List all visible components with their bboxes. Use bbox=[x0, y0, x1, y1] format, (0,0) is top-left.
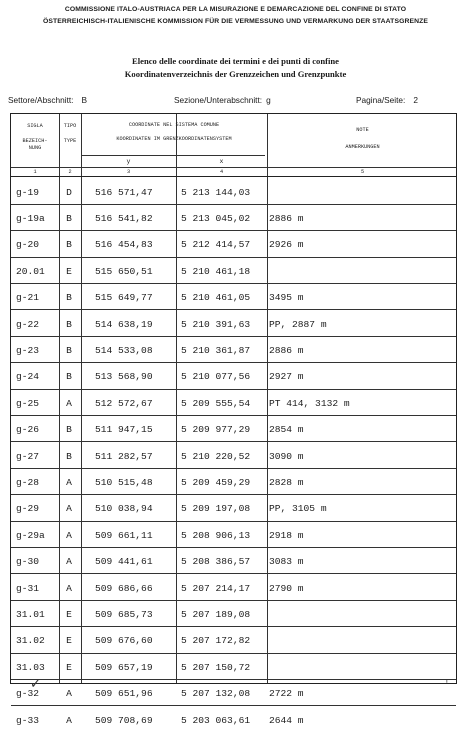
cell-x-coordinate: 5 213 144,03 bbox=[181, 186, 251, 198]
cell-sigla: 20.01 bbox=[16, 265, 45, 277]
cell-type: E bbox=[66, 265, 72, 277]
cell-sigla: g-29 bbox=[16, 503, 40, 515]
table-row bbox=[11, 494, 456, 520]
cell-sigla: g-26 bbox=[16, 424, 40, 436]
document-title-italian: Elenco delle coordinate dei termini e dei punti di confine bbox=[132, 56, 339, 66]
cell-y-coordinate: 516 541,82 bbox=[95, 212, 153, 224]
table-row bbox=[11, 362, 456, 388]
cell-type: B bbox=[66, 318, 72, 330]
cell-y-coordinate: 511 282,57 bbox=[95, 450, 153, 462]
cell-note: 2927 m bbox=[269, 371, 304, 383]
cell-sigla: g-31 bbox=[16, 582, 40, 594]
cell-sigla: g-23 bbox=[16, 344, 40, 356]
header-sigla: SIGLA bbox=[27, 123, 43, 129]
cell-sigla: g-30 bbox=[16, 556, 40, 568]
cell-note: PP, 3105 m bbox=[269, 503, 327, 515]
table-row bbox=[11, 415, 456, 441]
sector-label: Settore/Abschnitt: bbox=[8, 95, 74, 105]
cell-note: 2722 m bbox=[269, 688, 304, 700]
cell-type: E bbox=[66, 608, 72, 620]
cell-x-coordinate: 5 207 214,17 bbox=[181, 582, 251, 594]
section-value: g bbox=[266, 95, 271, 105]
column-number: 5 bbox=[360, 169, 365, 175]
table-row bbox=[11, 706, 456, 732]
cell-sigla: 31.01 bbox=[16, 608, 45, 620]
section-field bbox=[174, 95, 271, 105]
cell-type: A bbox=[66, 714, 72, 726]
cell-y-coordinate: 509 651,96 bbox=[95, 688, 153, 700]
cell-x-coordinate: 5 203 063,61 bbox=[181, 714, 251, 726]
commission-title-german: ÖSTERREICHISCH-ITALIENISCHE KOMMISSION FÜR DIE VERMESSUNG UND VERMARKUNG DER STAATSGRENZE bbox=[42, 18, 428, 25]
cell-sigla: g-20 bbox=[16, 239, 40, 251]
cell-y-coordinate: 515 650,51 bbox=[95, 265, 153, 277]
cell-type: B bbox=[66, 212, 72, 224]
header-bezeichnung: BEZEICH- NUNG bbox=[22, 138, 48, 151]
cell-type: D bbox=[66, 186, 72, 198]
table-row bbox=[11, 442, 456, 468]
header-coord-german: KOORDINATEN IM GRENZKOORDINATENSYSTEM bbox=[116, 136, 232, 142]
cell-note: 2886 m bbox=[269, 344, 304, 356]
handwritten-mark: ✓ bbox=[30, 676, 41, 691]
table-row bbox=[11, 547, 456, 573]
header-y: y bbox=[126, 158, 131, 165]
cell-y-coordinate: 509 686,66 bbox=[95, 582, 153, 594]
cell-sigla: 31.03 bbox=[16, 661, 45, 673]
header-note: NOTE bbox=[356, 127, 369, 133]
cell-x-coordinate: 5 207 189,08 bbox=[181, 608, 251, 620]
table-row bbox=[11, 389, 456, 415]
cell-x-coordinate: 5 210 461,05 bbox=[181, 292, 251, 304]
document-title-german: Koordinatenverzeichnis der Grenzzeichen und Grenzpunkte bbox=[124, 69, 347, 79]
cell-note: PT 414, 3132 m bbox=[269, 397, 350, 409]
cell-y-coordinate: 509 661,11 bbox=[95, 529, 153, 541]
page-value: 2 bbox=[413, 95, 418, 105]
cell-y-coordinate: 509 708,69 bbox=[95, 714, 153, 726]
cell-note: 3083 m bbox=[269, 556, 304, 568]
cell-type: A bbox=[66, 582, 72, 594]
cell-sigla: g-24 bbox=[16, 371, 40, 383]
table-row bbox=[11, 257, 456, 283]
cell-y-coordinate: 510 038,94 bbox=[95, 503, 153, 515]
cell-type: B bbox=[66, 424, 72, 436]
cell-x-coordinate: 5 208 906,13 bbox=[181, 529, 251, 541]
cell-type: A bbox=[66, 529, 72, 541]
cell-sigla: 31.02 bbox=[16, 635, 45, 647]
cell-x-coordinate: 5 213 045,02 bbox=[181, 212, 251, 224]
cell-type: A bbox=[66, 556, 72, 568]
section-label: Sezione/Unterabschnitt: bbox=[174, 95, 263, 105]
cell-y-coordinate: 510 515,48 bbox=[95, 476, 153, 488]
cell-note: 2644 m bbox=[269, 714, 304, 726]
commission-title-italian: COMMISSIONE ITALO-AUSTRIACA PER LA MISURAZIONE E DEMARCAZIONE DEL CONFINE DI STATO bbox=[64, 6, 407, 13]
cell-type: E bbox=[66, 661, 72, 673]
cell-type: B bbox=[66, 292, 72, 304]
cell-sigla: g-33 bbox=[16, 714, 40, 726]
cell-y-coordinate: 515 649,77 bbox=[95, 292, 153, 304]
cell-note: 3495 m bbox=[269, 292, 304, 304]
cell-note: 2790 m bbox=[269, 582, 304, 594]
cell-y-coordinate: 513 568,90 bbox=[95, 371, 153, 383]
cell-type: A bbox=[66, 397, 72, 409]
cell-sigla: g-21 bbox=[16, 292, 40, 304]
cell-note: 2828 m bbox=[269, 476, 304, 488]
cell-y-coordinate: 514 638,19 bbox=[95, 318, 153, 330]
cell-note: 2886 m bbox=[269, 212, 304, 224]
cell-x-coordinate: 5 210 461,18 bbox=[181, 265, 251, 277]
cell-note: 2854 m bbox=[269, 424, 304, 436]
table-row bbox=[11, 521, 456, 547]
cell-x-coordinate: 5 208 386,57 bbox=[181, 556, 251, 568]
sector-field bbox=[8, 95, 87, 105]
header-coord-italian: COORDINATE NEL SISTEMA COMUNE bbox=[128, 122, 220, 128]
cell-y-coordinate: 509 441,61 bbox=[95, 556, 153, 568]
cell-type: B bbox=[66, 371, 72, 383]
cell-note: 2918 m bbox=[269, 529, 304, 541]
cell-x-coordinate: 5 209 459,29 bbox=[181, 476, 251, 488]
cell-note: PP, 2887 m bbox=[269, 318, 327, 330]
cell-sigla: g-19a bbox=[16, 212, 45, 224]
coordinates-table bbox=[10, 113, 457, 726]
cell-x-coordinate: 5 209 197,08 bbox=[181, 503, 251, 515]
cell-sigla: g-32 bbox=[16, 688, 40, 700]
table-row bbox=[11, 679, 456, 705]
cell-sigla: g-27 bbox=[16, 450, 40, 462]
header-x: x bbox=[219, 158, 224, 165]
column-number: 4 bbox=[219, 169, 224, 175]
cell-y-coordinate: 516 454,83 bbox=[95, 239, 153, 251]
table-row bbox=[11, 204, 456, 230]
table-row bbox=[11, 230, 456, 256]
cell-x-coordinate: 5 210 361,87 bbox=[181, 344, 251, 356]
cell-y-coordinate: 509 676,60 bbox=[95, 635, 153, 647]
table-row bbox=[11, 468, 456, 494]
cell-x-coordinate: 5 210 220,52 bbox=[181, 450, 251, 462]
cell-type: A bbox=[66, 476, 72, 488]
cell-note: 2926 m bbox=[269, 239, 304, 251]
cell-type: B bbox=[66, 344, 72, 356]
table-row bbox=[11, 600, 456, 626]
table-row bbox=[11, 178, 456, 204]
cell-sigla: g-22 bbox=[16, 318, 40, 330]
cell-x-coordinate: 5 210 077,56 bbox=[181, 371, 251, 383]
cell-type: E bbox=[66, 635, 72, 647]
cell-y-coordinate: 509 657,19 bbox=[95, 661, 153, 673]
cell-x-coordinate: 5 209 977,29 bbox=[181, 424, 251, 436]
cell-y-coordinate: 514 533,08 bbox=[95, 344, 153, 356]
table-row bbox=[11, 283, 456, 309]
table-row bbox=[11, 574, 456, 600]
column-number-divider bbox=[11, 167, 456, 168]
cell-x-coordinate: 5 209 555,54 bbox=[181, 397, 251, 409]
cell-type: A bbox=[66, 688, 72, 700]
table-row bbox=[11, 310, 456, 336]
cell-x-coordinate: 5 207 150,72 bbox=[181, 661, 251, 673]
cell-type: B bbox=[66, 450, 72, 462]
cell-sigla: g-29a bbox=[16, 529, 45, 541]
cell-y-coordinate: 516 571,47 bbox=[95, 186, 153, 198]
cell-type: A bbox=[66, 503, 72, 515]
cell-y-coordinate: 509 685,73 bbox=[95, 608, 153, 620]
cell-sigla: g-28 bbox=[16, 476, 40, 488]
table-row bbox=[11, 626, 456, 652]
header-anmerkungen: ANMERKUNGEN bbox=[345, 144, 380, 150]
column-number: 2 bbox=[68, 169, 72, 175]
cell-sigla: g-19 bbox=[16, 186, 40, 198]
column-number: 3 bbox=[126, 169, 131, 175]
cell-type: B bbox=[66, 239, 72, 251]
sector-value: B bbox=[81, 95, 88, 105]
page-label: Pagina/Seite: bbox=[356, 95, 406, 105]
table-row bbox=[11, 653, 456, 679]
cell-x-coordinate: 5 207 132,08 bbox=[181, 688, 251, 700]
table-row bbox=[11, 336, 456, 362]
header-type: TYPE bbox=[63, 138, 77, 144]
page-field bbox=[356, 95, 418, 105]
cell-y-coordinate: 511 947,15 bbox=[95, 424, 153, 436]
cell-y-coordinate: 512 572,67 bbox=[95, 397, 153, 409]
header-tipo: TIPO bbox=[63, 123, 77, 129]
cell-x-coordinate: 5 212 414,57 bbox=[181, 239, 251, 251]
cell-sigla: g-25 bbox=[16, 397, 40, 409]
cell-x-coordinate: 5 210 391,63 bbox=[181, 318, 251, 330]
handwritten-mark: ⌐ bbox=[446, 672, 454, 687]
cell-note: 3090 m bbox=[269, 450, 304, 462]
cell-x-coordinate: 5 207 172,82 bbox=[181, 635, 251, 647]
column-number: 1 bbox=[33, 169, 37, 175]
coord-subheader-divider bbox=[81, 155, 265, 156]
